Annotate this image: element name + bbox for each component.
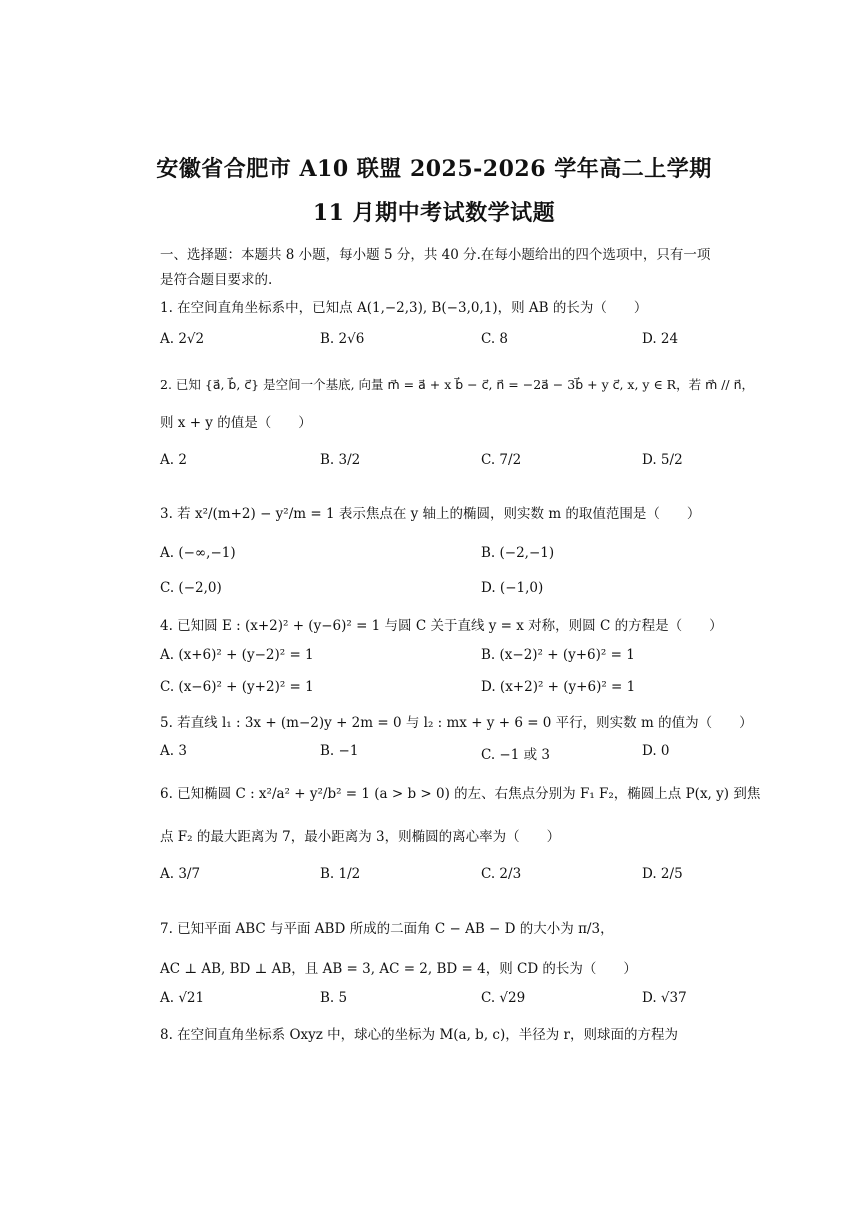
- question-4-option-c: C. (x−6)² + (y+2)² = 1: [160, 679, 314, 695]
- question-7-option-c: C. √29: [481, 990, 526, 1006]
- question-6-option-a: A. 3/7: [160, 866, 201, 882]
- exam-title-line2: 11 月期中考试数学试题: [312, 200, 556, 226]
- question-2-stem-line2: 则 x + y 的值是（ ）: [160, 415, 312, 431]
- question-5-option-c: C. −1 或 3: [481, 747, 551, 763]
- question-6-option-d: D. 2/5: [642, 866, 683, 882]
- question-6-stem-line1: 6. 已知椭圆 C : x²/a² + y²/b² = 1 (a > b > 0) 的左、右焦点分别为 F₁ F₂，椭圆上点 P(x, y) 到焦: [160, 786, 761, 802]
- question-3-option-d: D. (−1,0): [481, 580, 544, 596]
- question-5-stem: 5. 若直线 l₁ : 3x + (m−2)y + 2m = 0 与 l₂ : mx + y + 6 = 0 平行，则实数 m 的值为（ ）: [160, 715, 753, 731]
- question-1-stem: 1. 在空间直角坐标系中，已知点 A(1,−2,3), B(−3,0,1)，则 AB 的长为（ ）: [160, 300, 648, 316]
- question-7-option-d: D. √37: [642, 990, 687, 1006]
- question-2-option-b: B. 3/2: [320, 452, 361, 468]
- question-2-option-d: D. 5/2: [642, 452, 683, 468]
- question-3-option-c: C. (−2,0): [160, 580, 222, 596]
- question-7-option-b: B. 5: [320, 990, 348, 1006]
- question-5-option-d: D. 0: [642, 743, 670, 759]
- question-7-stem-line2: AC ⊥ AB, BD ⊥ AB，且 AB = 3, AC = 2, BD = 4，则 CD 的长为（ ）: [160, 961, 637, 977]
- section-instruction-line1: 一、选择题：本题共 8 小题，每小题 5 分，共 40 分.在每小题给出的四个选项中，只有一项: [160, 247, 711, 263]
- question-4-option-d: D. (x+2)² + (y+6)² = 1: [481, 679, 636, 695]
- question-2-option-c: C. 7/2: [481, 452, 522, 468]
- section-instruction-line2: 是符合题目要求的.: [160, 272, 273, 288]
- question-1-option-b: B. 2√6: [320, 331, 365, 347]
- question-1-option-c: C. 8: [481, 331, 509, 347]
- question-6-option-b: B. 1/2: [320, 866, 361, 882]
- question-1-option-a: A. 2√2: [160, 331, 205, 347]
- question-3-stem: 3. 若 x²/(m+2) − y²/m = 1 表示焦点在 y 轴上的椭圆，则实数 m 的取值范围是（ ）: [160, 506, 701, 522]
- question-4-option-a: A. (x+6)² + (y−2)² = 1: [160, 647, 314, 663]
- question-2-stem-line1: 2. 已知 {a⃗, b⃗, c⃗} 是空间一个基底, 向量 m⃗ = a⃗ + x b⃗ − c⃗, n⃗ = −2a⃗ − 3b⃗ + y c⃗, x, y ∈ R，若 m⃗ // n⃗，: [160, 377, 755, 392]
- question-5-option-a: A. 3: [160, 743, 187, 759]
- question-6-option-c: C. 2/3: [481, 866, 522, 882]
- question-8-stem: 8. 在空间直角坐标系 Oxyz 中，球心的坐标为 M(a, b, c)，半径为 r，则球面的方程为: [160, 1027, 678, 1043]
- question-2-option-a: A. 2: [160, 452, 187, 468]
- question-3-option-b: B. (−2,−1): [481, 545, 555, 561]
- question-7-option-a: A. √21: [160, 990, 205, 1006]
- question-6-stem-line2: 点 F₂ 的最大距离为 7，最小距离为 3，则椭圆的离心率为（ ）: [160, 829, 561, 845]
- question-5-option-b: B. −1: [320, 743, 359, 759]
- question-3-option-a: A. (−∞,−1): [160, 545, 236, 561]
- question-1-option-d: D. 24: [642, 331, 679, 347]
- question-4-stem: 4. 已知圆 E : (x+2)² + (y−6)² = 1 与圆 C 关于直线 y = x 对称，则圆 C 的方程是（ ）: [160, 618, 723, 634]
- question-4-option-b: B. (x−2)² + (y+6)² = 1: [481, 647, 635, 663]
- question-7-stem-line1: 7. 已知平面 ABC 与平面 ABD 所成的二面角 C − AB − D 的大小为 π/3，: [160, 921, 614, 937]
- exam-title-line1: 安徽省合肥市 A10 联盟 2025-2026 学年高二上学期: [156, 156, 712, 182]
